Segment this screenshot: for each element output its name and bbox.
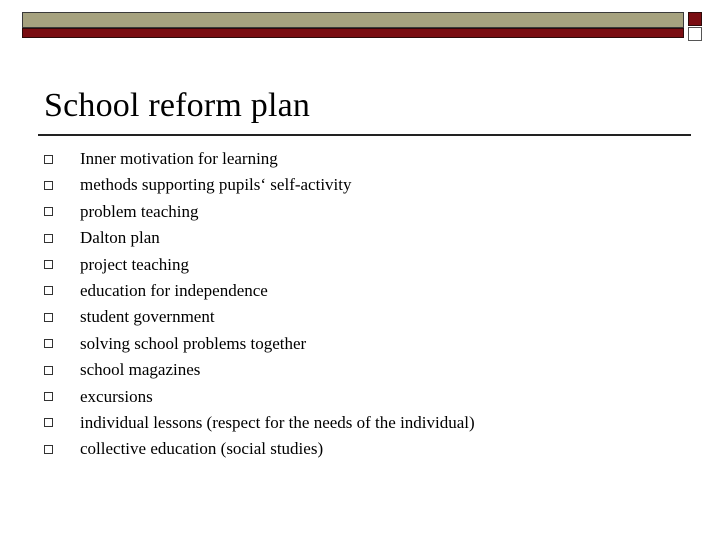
list-item: [44, 357, 475, 383]
square-bullet-icon: [44, 339, 53, 348]
square-bullet-icon: [44, 418, 53, 427]
list-item: [44, 384, 475, 410]
list-item: [44, 252, 475, 278]
bullet-text: school magazines: [80, 360, 201, 380]
square-bullet-icon: [44, 286, 53, 295]
square-bullet-icon: [44, 445, 53, 454]
square-bullet-icon: [44, 234, 53, 243]
list-item: [44, 304, 475, 330]
bullet-text: methods supporting pupils‘ self-activity: [80, 175, 352, 195]
list-item: [44, 172, 475, 198]
bullet-text: Dalton plan: [80, 228, 160, 248]
square-bullet-icon: [44, 260, 53, 269]
list-item: [44, 331, 475, 357]
list-item: [44, 278, 475, 304]
bullet-text: Inner motivation for learning: [80, 149, 278, 168]
list-item: [44, 436, 475, 462]
bullet-text: individual lessons (respect for the needs of the individual): [80, 412, 475, 432]
list-item: [44, 199, 475, 225]
list-item: [44, 410, 475, 436]
list-item: [44, 146, 475, 172]
bullet-list: [44, 146, 475, 463]
corner-decoration: [688, 10, 708, 40]
accent-stripe: [22, 28, 684, 38]
bullet-text: problem teaching: [80, 201, 199, 221]
bullet-text: solving school problems together: [80, 333, 307, 353]
slide-title: School reform plan: [44, 87, 311, 124]
bullet-text: student government: [80, 307, 215, 327]
corner-square-outline: [688, 27, 702, 41]
header-band: [22, 12, 684, 28]
bullet-text: project teaching: [80, 254, 190, 274]
square-bullet-icon: [44, 181, 53, 190]
square-bullet-icon: [44, 207, 53, 216]
square-bullet-icon: [44, 392, 53, 401]
square-bullet-icon: [44, 155, 53, 164]
bullet-text: collective education (social studies): [80, 439, 324, 459]
title-divider: [38, 134, 691, 136]
square-bullet-icon: [44, 366, 53, 375]
bullet-text: excursions: [80, 386, 153, 406]
square-bullet-icon: [44, 313, 53, 322]
corner-square-filled: [688, 12, 702, 26]
bullet-text: education for independence: [80, 280, 268, 300]
list-item: [44, 225, 475, 251]
